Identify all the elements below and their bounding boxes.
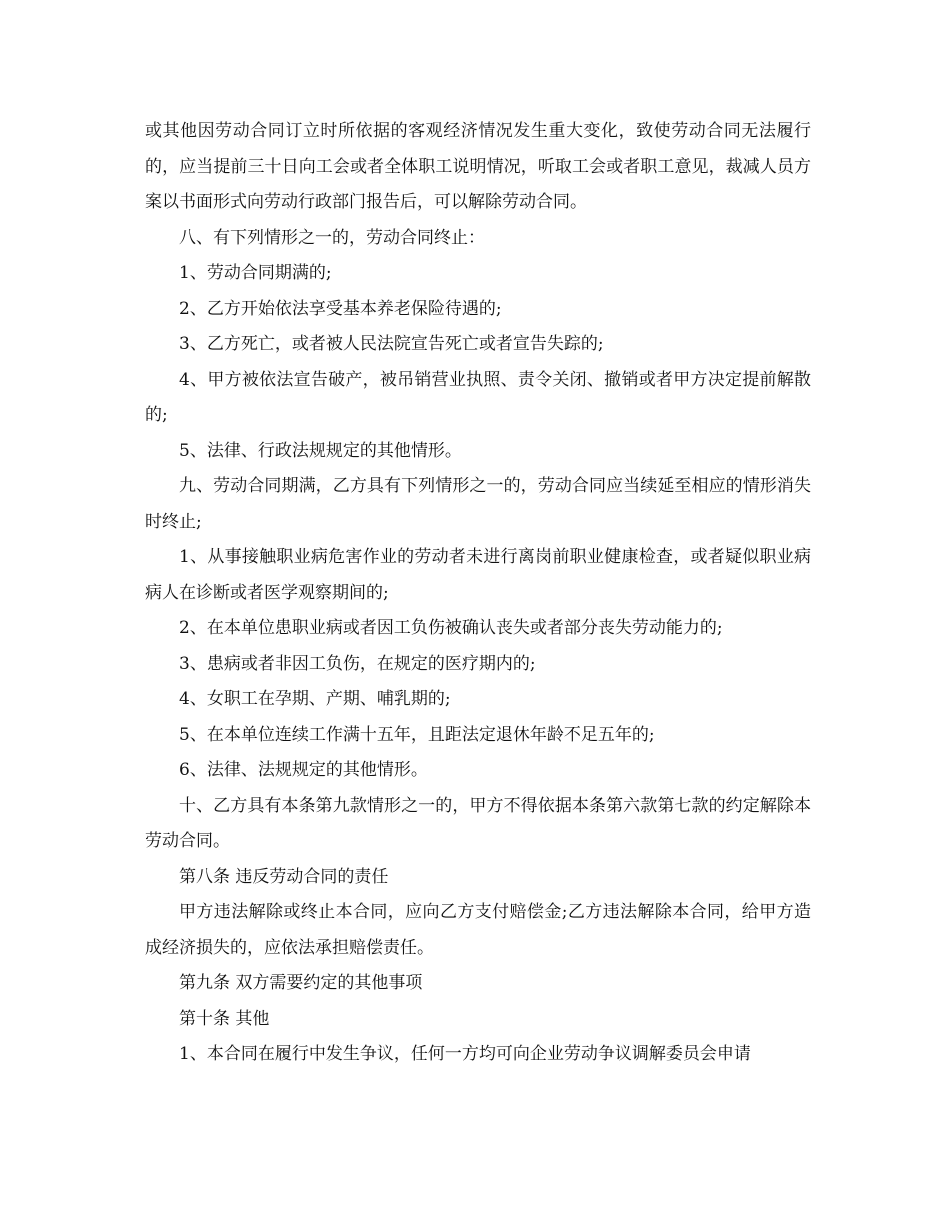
paragraph-termination-item-1: 1、劳动合同期满的; xyxy=(179,263,332,283)
paragraph-extension-heading: 九、劳动合同期满，乙方具有下列情形之一的，劳动合同应当续延至相应的情形消失时终止; xyxy=(145,476,811,532)
paragraph-extension-item-2: 2、在本单位患职业病或者因工负伤被确认丧失或者部分丧失劳动能力的; xyxy=(179,618,723,638)
article-8-body: 甲方违法解除或终止本合同，应向乙方支付赔偿金;乙方违法解除本合同，给甲方造成经济损失的，应依法承担赔偿责任。 xyxy=(145,902,811,958)
document-body xyxy=(145,114,811,1073)
paragraph-extension-item-5: 5、在本单位连续工作满十五年，且距法定退休年龄不足五年的; xyxy=(179,724,655,745)
paragraph-termination-item-5: 5、法律、行政法规规定的其他情形。 xyxy=(179,440,462,461)
paragraph-termination-heading: 八、有下列情形之一的，劳动合同终止： xyxy=(179,227,485,248)
paragraph-extension-item-1: 1、从事接触职业病危害作业的劳动者未进行离岗前职业健康检查，或者疑似职业病病人在诊断或者医学观察期间的; xyxy=(145,547,811,603)
article-8-heading: 第八条 违反劳动合同的责任 xyxy=(179,866,389,887)
article-10-heading: 第十条 其他 xyxy=(179,1008,270,1029)
paragraph-termination-item-3: 3、乙方死亡，或者被人民法院宣告死亡或者宣告失踪的; xyxy=(179,334,604,354)
paragraph-termination-item-2: 2、乙方开始依法享受基本养老保险待遇的; xyxy=(179,298,502,319)
paragraph-termination-item-4: 4、甲方被依法宣告破产，被吊销营业执照、责令关闭、撤销或者甲方决定提前解散的; xyxy=(145,369,811,425)
paragraph-no-dismissal-clause: 十、乙方具有本条第九款情形之一的，甲方不得依据本条第六款第七款的约定解除本劳动合同。 xyxy=(145,795,811,851)
paragraph-extension-item-4: 4、女职工在孕期、产期、哺乳期的; xyxy=(179,689,451,709)
article-10-item-1: 1、本合同在履行中发生争议，任何一方均可向企业劳动争议调解委员会申请 xyxy=(179,1044,751,1064)
paragraph-dismissal-conditions: 或其他因劳动合同订立时所依据的客观经济情况发生重大变化，致使劳动合同无法履行的，应当提前三十日向工会或者全体职工说明情况，听取工会或者职工意见，裁减人员方案以书面形式向劳动行政部门报告后，可以解除劳动合同。 xyxy=(145,121,811,212)
paragraph-extension-item-3: 3、患病或者非因工负伤，在规定的医疗期内的; xyxy=(179,653,536,674)
paragraph-extension-item-6: 6、法律、法规规定的其他情形。 xyxy=(179,760,428,780)
article-9-heading: 第九条 双方需要约定的其他事项 xyxy=(179,973,423,993)
